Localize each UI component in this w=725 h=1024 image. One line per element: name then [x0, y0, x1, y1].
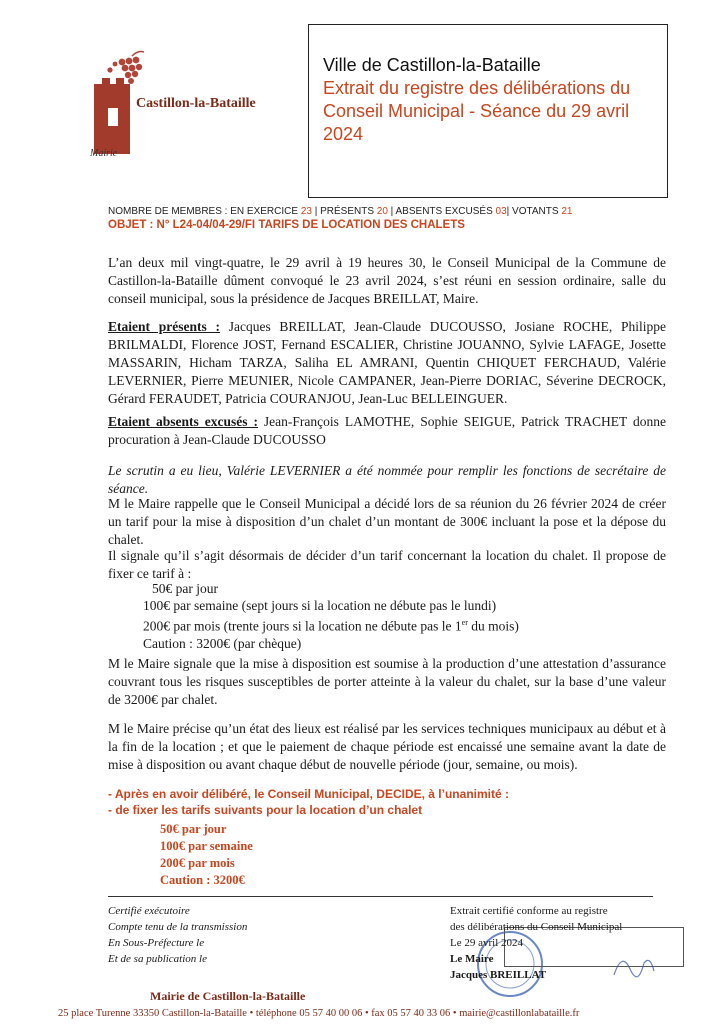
absents-label: Etaient absents excusés :	[108, 414, 258, 429]
scrutin-paragraph: Le scrutin a eu lieu, Valérie LEVERNIER a été nommée pour remplir les fonctions de secrétaire de séance.	[108, 463, 666, 496]
decision-item: Caution : 3200€	[160, 873, 245, 887]
footer-left-line: En Sous-Préfecture le	[108, 937, 205, 949]
tarif-mois-text: du mois)	[467, 618, 519, 634]
handwritten-signature-icon	[610, 945, 660, 985]
mairie-address: 25 place Turenne 33350 Castillon-la-Bataille • téléphone 05 57 40 00 06 • fax 05 57 40 33 06 • mairie@castillonlabataille.fr	[58, 1008, 580, 1019]
logo-name: Castillon-la-Bataille	[136, 96, 256, 111]
members-votants: 21	[561, 206, 573, 217]
footer-right-line: Le 29 avril 2024	[450, 937, 524, 949]
tarif-mois	[143, 614, 519, 635]
footer-right-line: des délibérations du Conseil Municipal	[450, 921, 623, 933]
absents-paragraph	[108, 413, 666, 449]
footer-left-line: Certifié exécutoire	[108, 905, 190, 917]
presents-paragraph	[108, 318, 666, 408]
members-label: NOMBRE DE MEMBRES : EN EXERCICE	[108, 206, 301, 217]
tarif-mois-text: 200€ par mois (trente jours si la location ne débute pas le 1	[143, 618, 462, 634]
signale-paragraph: Il signale qu’il s’agit désormais de décider d’un tarif concernant la location du chalet. Il propose de fixer ce tarif à :	[108, 548, 666, 581]
logo-subtitle: Mairie	[90, 148, 118, 159]
tarif-caution: Caution : 3200€ (par chèque)	[143, 635, 302, 651]
presents-list: Jacques BREILLAT, Jean-Claude DUCOUSSO, Josiane ROCHE, Philippe BRILMALDI, Florence JOST, Fernand ESCALIER, Christine JOUANNO, Sylvie LAFAGE, Josette MASSARIN, Hicham TARZA, Saliha EL AMRANI, Quentin CHIQUET FERCHAUD, Valérie LEVERNIER, Pierre MEUNIER, Nicole CAMPANER, Jean-Pierre DORIAC, Séverine DECROCK, Gérard FERAUDET, Patricia COURANJOU, Jean-Luc BELLEINGUER.	[108, 319, 666, 406]
signer-title: Le Maire	[450, 953, 494, 965]
tarif-jour: 50€ par jour	[152, 581, 218, 596]
members-en-exercice: 23	[300, 206, 312, 217]
footer-certification	[108, 903, 247, 967]
members-label: | ABSENTS EXCUSÉS	[387, 206, 496, 217]
footer-left-line: Compte tenu de la transmission	[108, 921, 248, 933]
header-extract-line: 2024	[323, 124, 364, 144]
members-label: | VOTANTS	[506, 206, 562, 217]
members-count-line	[108, 206, 572, 217]
intro-paragraph: L’an deux mil vingt-quatre, le 29 avril à 19 heures 30, le Conseil Municipal de la Commune de Castillon-la-Bataille dûment convoqué le 23 avril 2024, s’est réuni en session ordinaire, salle du conseil municipal, sous la présidence de Jacques BREILLAT, Maire.	[108, 255, 666, 306]
decision-item: 50€ par jour	[160, 822, 227, 836]
footer-left-line: Et de sa publication le	[108, 953, 207, 965]
header-city: Ville de Castillon-la-Bataille	[323, 55, 541, 75]
etat-des-lieux-paragraph: M le Maire précise qu’un état des lieux est réalisé par les services techniques municipaux au début et à la fin de la location ; et que le paiement de chaque période est encaissé une semaine avant la date de mise à disposition ou avant chaque début de nouvelle période (jour, semaine, ou mois).	[108, 721, 666, 772]
decision-block	[108, 786, 509, 818]
header-extract-line: Extrait du registre des délibérations du	[323, 78, 631, 98]
tarif-mois-sup: er	[461, 618, 468, 627]
presents-label: Etaient présents :	[108, 319, 220, 334]
rappel-paragraph: M le Maire rappelle que le Conseil Municipal a décidé lors de sa réunion du 26 février 2024 de créer un tarif pour la mise à disposition d’un chalet d’un montant de 300€ incluant la pose et la dépose du chalet.	[108, 496, 666, 547]
tarif-semaine: 100€ par semaine (sept jours si la location ne débute pas le lundi)	[143, 598, 497, 613]
mairie-name: Mairie de Castillon-la-Bataille	[150, 989, 306, 1003]
header-extract-line: Conseil Municipal - Séance du 29 avril	[323, 101, 630, 121]
members-presents: 20	[376, 206, 388, 217]
assurance-paragraph: M le Maire signale que la mise à disposition est soumise à la production d’une attestation d’assurance couvrant tous les risques susceptibles de porter atteinte à la valeur du chalet, sur la base d’une valeur de 3200€ par chalet.	[108, 656, 666, 707]
decision-item: 100€ par semaine	[160, 839, 253, 853]
decision-tarifs-list	[160, 821, 253, 889]
signer-name: Jacques BREILLAT	[450, 969, 547, 981]
header-box	[308, 24, 668, 198]
footer-divider	[108, 896, 653, 897]
tarifs-proposed-list	[143, 580, 519, 652]
decision-item: 200€ par mois	[160, 856, 235, 870]
footer-right-line: Extrait certifié conforme au registre	[450, 905, 608, 917]
header-extract	[323, 77, 655, 146]
absents-list: Jean-François LAMOTHE, Sophie SEIGUE, Patrick TRACHET donne procuration à Jean-Claude DUCOUSSO	[108, 414, 666, 447]
members-label: | PRÉSENTS	[311, 206, 377, 217]
objet-title: OBJET : N° L24-04/04-29/FI TARIFS DE LOCATION DES CHALETS	[108, 219, 465, 231]
members-absents: 03	[495, 206, 507, 217]
decision-line: - Après en avoir délibéré, le Conseil Municipal, DECIDE, à l’unanimité :	[108, 787, 509, 801]
decision-line: - de fixer les tarifs suivants pour la location d’un chalet	[108, 803, 423, 817]
